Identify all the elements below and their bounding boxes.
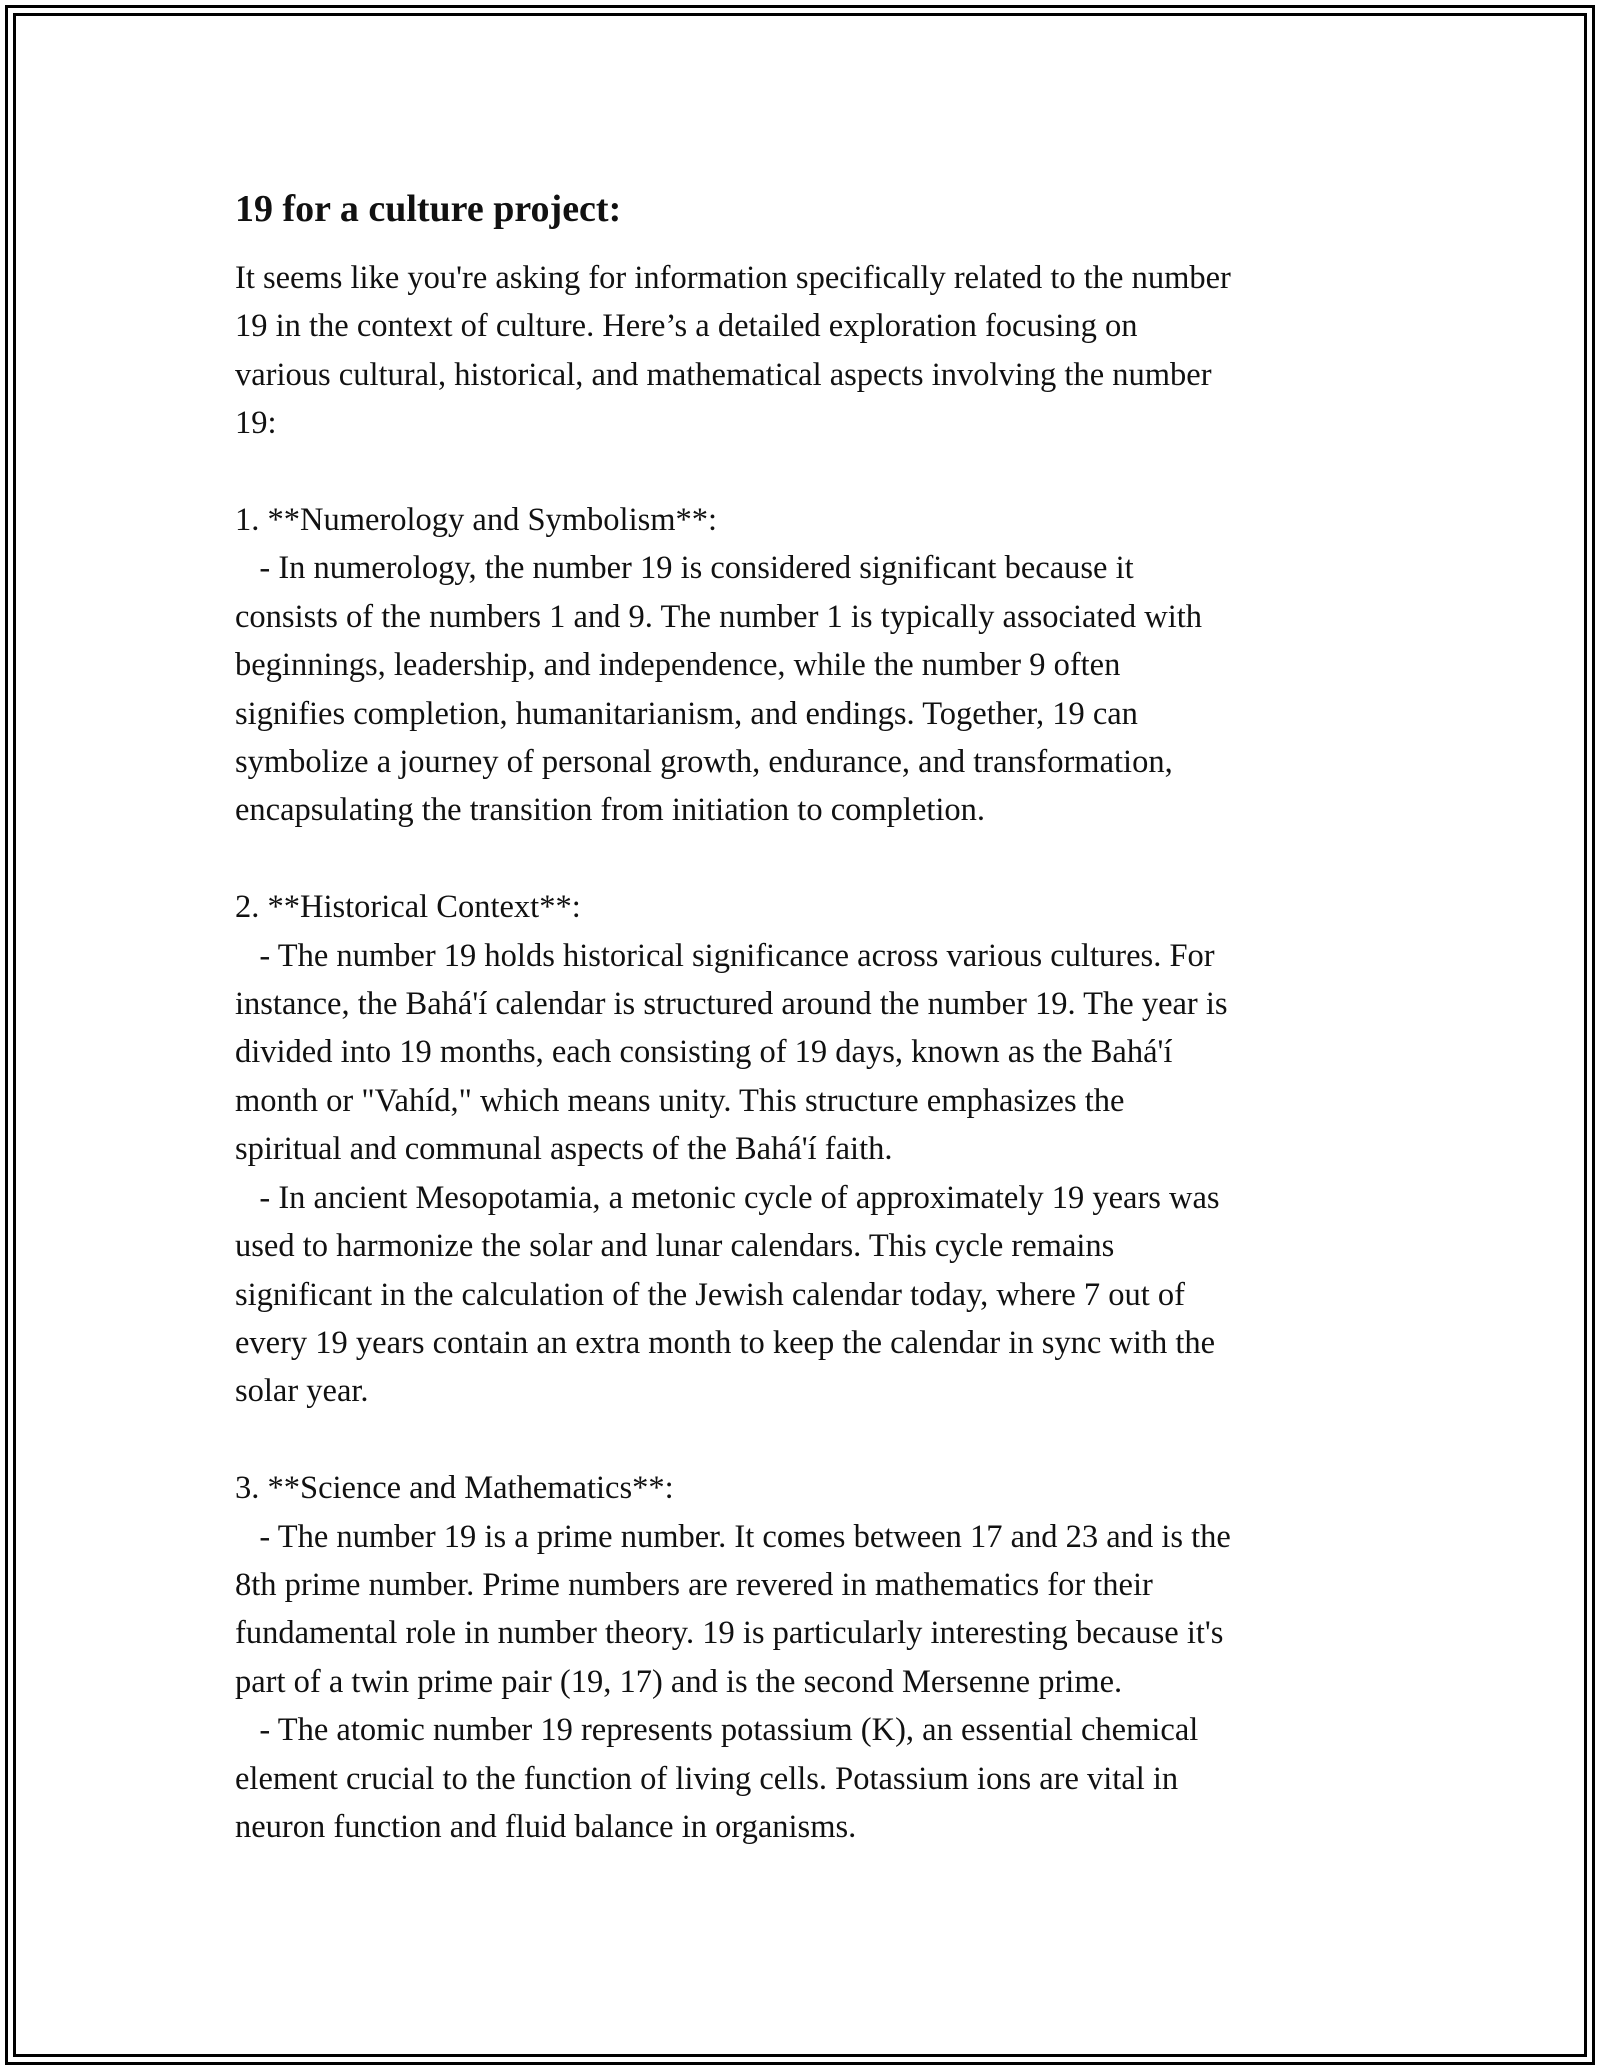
document-body	[235, 185, 1375, 1851]
numerology-item: - In numerology, the number 19 is considered significant because it consists of the numbers 1 and 9. The number 1 is typically associated with beginnings, leadership, and independence, while the number 9 often signifies completion, humanitarianism, and endings. Together, 19 can symbolize a journey of personal growth, endurance, and transformation, encapsulating the transition from initiation to completion.	[235, 550, 1203, 829]
science-item-potassium: - The atomic number 19 represents potassium (K), an essential chemical element crucial to the function of living cells. Potassium ions are vital in neuron function and fluid balance in organisms.	[235, 1712, 1199, 1845]
document-title: 19 for a culture project:	[235, 188, 622, 230]
spacer	[235, 835, 1375, 883]
section-heading-historical: 2. **Historical Context**:	[235, 889, 581, 926]
science-item-prime: - The number 19 is a prime number. It comes between 17 and 23 and is the 8th prime number. Prime numbers are revered in mathematics for their fundamental role in number theory. 19 is particularly interesting because it's part of a twin prime pair (19, 17) and is the second Mersenne prime.	[235, 1518, 1231, 1700]
historical-item-bahai: - The number 19 holds historical significance across various cultures. For instance, the Bahá'í calendar is structured around the number 19. The year is divided into 19 months, each consisting of 19 days, known as the Bahá'í month or "Vahíd," which means unity. This structure emphasizes the spiritual and communal aspects of the Bahá'í faith.	[235, 937, 1228, 1168]
historical-item-metonic: - In ancient Mesopotamia, a metonic cycle of approximately 19 years was used to harmonize the solar and lunar calendars. This cycle remains significant in the calculation of the Jewish calendar today, where 7 out of every 19 years contain an extra month to keep the calendar in sync with the solar year.	[235, 1179, 1220, 1410]
section-heading-numerology: 1. **Numerology and Symbolism**:	[235, 502, 718, 539]
intro-paragraph: It seems like you're asking for information specifically related to the number 19 in the context of culture. Here’s a detailed exploration focusing on various cultural, historical, and mathematical aspects involving the number 19:	[235, 260, 1231, 442]
spacer	[235, 448, 1375, 496]
spacer	[235, 1416, 1375, 1464]
section-heading-science: 3. **Science and Mathematics**:	[235, 1470, 674, 1507]
